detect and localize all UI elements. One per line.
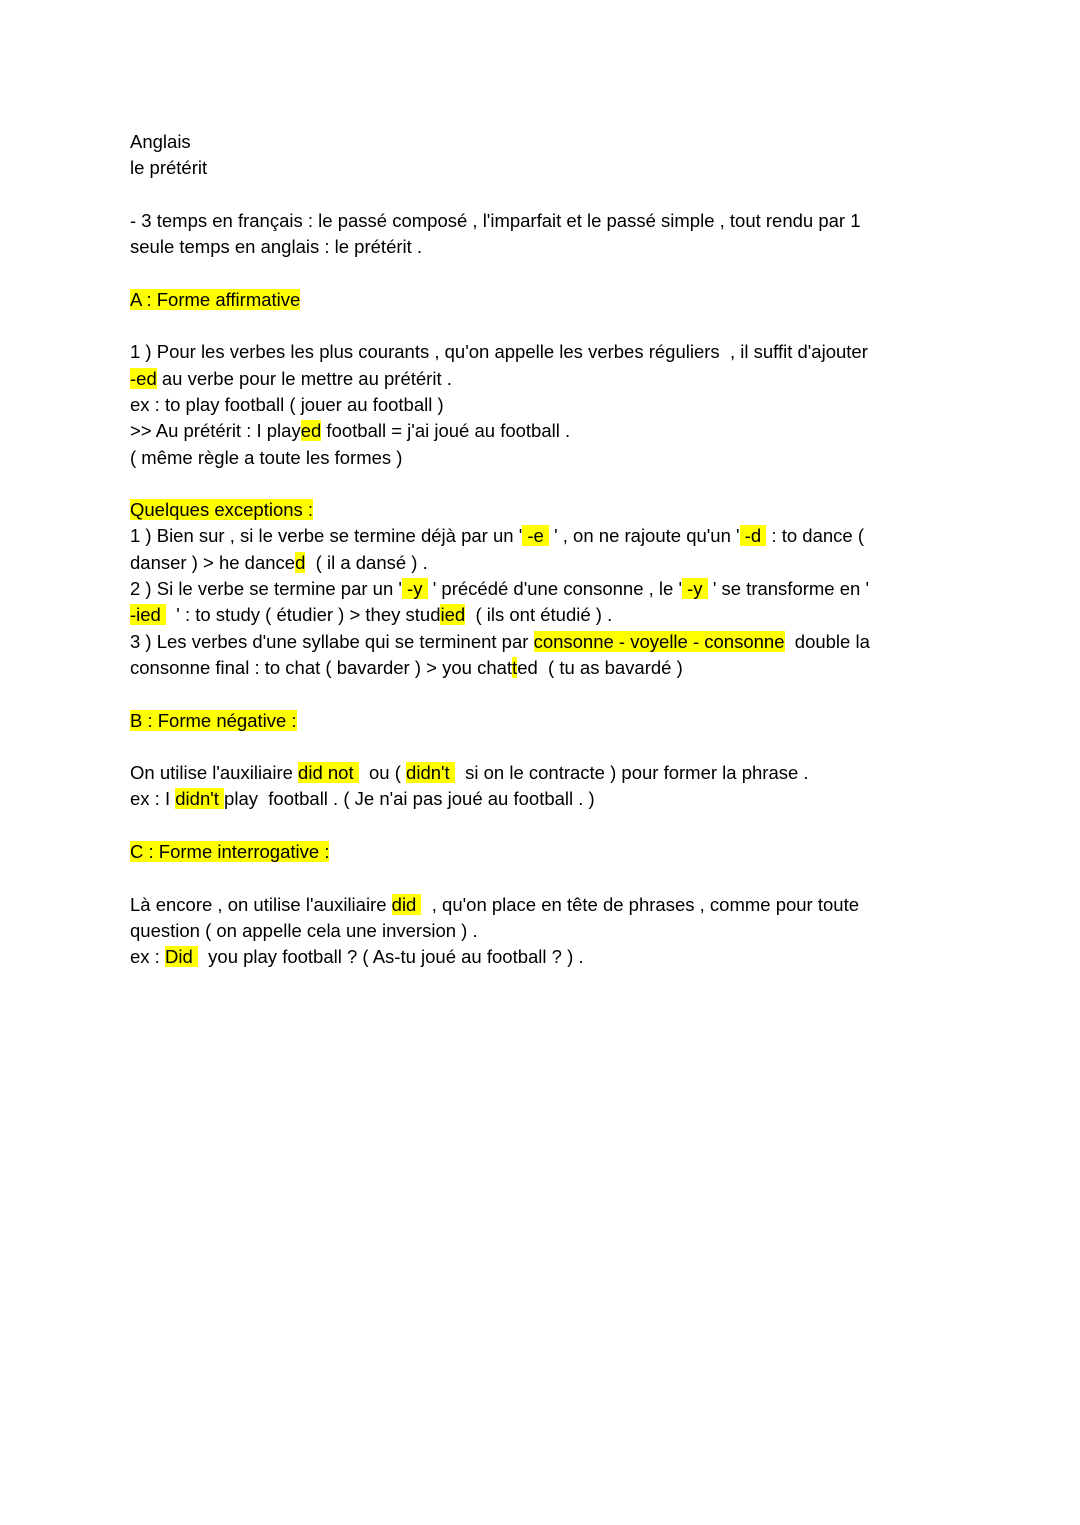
spacer [130, 182, 940, 208]
exception-text: ' , on ne rajoute qu'un ' [548, 525, 740, 547]
example-text: you play football ? ( As-tu joué au football ? ) . [197, 946, 584, 968]
intro-line: - 3 temps en français : le passé composé , l'imparfait et le passé simple , tout rendu par 1 [130, 209, 861, 231]
preterit-example-line [130, 418, 940, 444]
exception-text: ( ils ont étudié ) . [465, 604, 613, 626]
rule-text: au verbe pour le mettre au prétérit . [156, 367, 452, 389]
rule-text: ou ( [358, 762, 407, 784]
spacer [130, 471, 940, 497]
spacer [130, 681, 940, 707]
section-c-heading [130, 839, 940, 865]
section-b-heading [130, 708, 940, 734]
interrogative-rule-line [130, 892, 940, 918]
highlighted-suffix: -ied [130, 604, 166, 626]
exception-text: double la [784, 630, 870, 652]
interrogative-example-line [130, 944, 940, 970]
exception-text: ' se transforme en ' [707, 578, 869, 600]
exception-line [130, 523, 940, 549]
exception-line [130, 655, 940, 681]
example-text: ex : I [130, 788, 176, 810]
intro-paragraph [130, 208, 940, 261]
highlighted-suffix: -ed [130, 367, 157, 389]
highlighted-auxiliary: didn't [406, 762, 455, 784]
highlighted-suffix: -d [739, 525, 767, 547]
example-text: >> Au prétérit : I play [130, 420, 301, 442]
highlighted-suffix: -y [681, 578, 708, 600]
document-page [130, 129, 940, 971]
spacer [130, 734, 940, 760]
example-text: ex : [130, 946, 165, 968]
highlighted-auxiliary: didn't [175, 788, 225, 810]
exception-line [130, 576, 940, 602]
section-c-body [130, 892, 940, 971]
exception-text: danser ) > he dance [130, 551, 296, 573]
highlighted-suffix: ied [440, 604, 466, 626]
highlighted-heading: A : Forme affirmative [130, 288, 301, 310]
negative-rule-line [130, 760, 940, 786]
exception-text: ( il a dansé ) . [305, 551, 428, 573]
note-line: ( même règle a toute les formes ) [130, 446, 403, 468]
exception-line [130, 550, 940, 576]
spacer [130, 260, 940, 286]
rule-text: si on le contracte ) pour former la phrase . [454, 762, 809, 784]
example-text: football = j'ai joué au football . [321, 420, 571, 442]
exception-text: : to dance ( [766, 525, 864, 547]
highlighted-auxiliary: did not [298, 762, 359, 784]
rule-line [130, 366, 940, 392]
highlighted-suffix: t [512, 656, 518, 678]
exception-text: ' précédé d'une consonne , le ' [427, 578, 682, 600]
negative-example-line [130, 786, 940, 812]
highlighted-suffix: d [295, 551, 306, 573]
spacer [130, 313, 940, 339]
document-topic: le prétérit [130, 157, 208, 179]
section-a-body [130, 339, 940, 470]
highlighted-heading: Quelques exceptions : [130, 499, 314, 521]
highlighted-pattern: consonne - voyelle - consonne [533, 630, 785, 652]
highlighted-heading: B : Forme négative : [130, 709, 297, 731]
intro-line: seule temps en anglais : le prétérit . [130, 236, 423, 258]
spacer [130, 813, 940, 839]
exceptions-body [130, 523, 940, 681]
exception-text: 2 ) Si le verbe se termine par un ' [130, 578, 402, 600]
exception-line [130, 602, 940, 628]
section-b-body [130, 760, 940, 813]
highlighted-auxiliary: Did [164, 946, 198, 968]
rule-text: On utilise l'auxiliaire [130, 762, 299, 784]
spacer [130, 865, 940, 891]
exception-text: 3 ) Les verbes d'une syllabe qui se terminent par [130, 630, 534, 652]
document-subject: Anglais [130, 131, 191, 152]
highlighted-suffix: -y [401, 578, 428, 600]
rule-line: 1 ) Pour les verbes les plus courants , qu'on appelle les verbes réguliers , il suffit d'ajouter [130, 341, 868, 363]
rule-text: Là encore , on utilise l'auxiliaire [130, 893, 392, 915]
exception-text: ed ( tu as bavardé ) [517, 656, 683, 678]
highlighted-heading: C : Forme interrogative : [130, 841, 330, 863]
section-a-heading [130, 287, 940, 313]
highlighted-auxiliary: did [391, 893, 422, 915]
exception-line [130, 629, 940, 655]
example-text: play football . ( Je n'ai pas joué au football . ) [224, 788, 595, 810]
exception-text: consonne final : to chat ( bavarder ) > you chat [130, 656, 513, 678]
exception-text: 1 ) Bien sur , si le verbe se termine déjà par un ' [130, 525, 523, 547]
highlighted-suffix: ed [300, 420, 322, 442]
example-line: ex : to play football ( jouer au football ) [130, 393, 444, 415]
exceptions-heading [130, 497, 940, 523]
highlighted-suffix: -e [522, 525, 549, 547]
rule-text: , qu'on place en tête de phrases , comme pour toute [421, 893, 860, 915]
interrogative-rule-line: question ( on appelle cela une inversion ) . [130, 919, 478, 941]
exception-text: ' : to study ( étudier ) > they stud [166, 604, 441, 626]
